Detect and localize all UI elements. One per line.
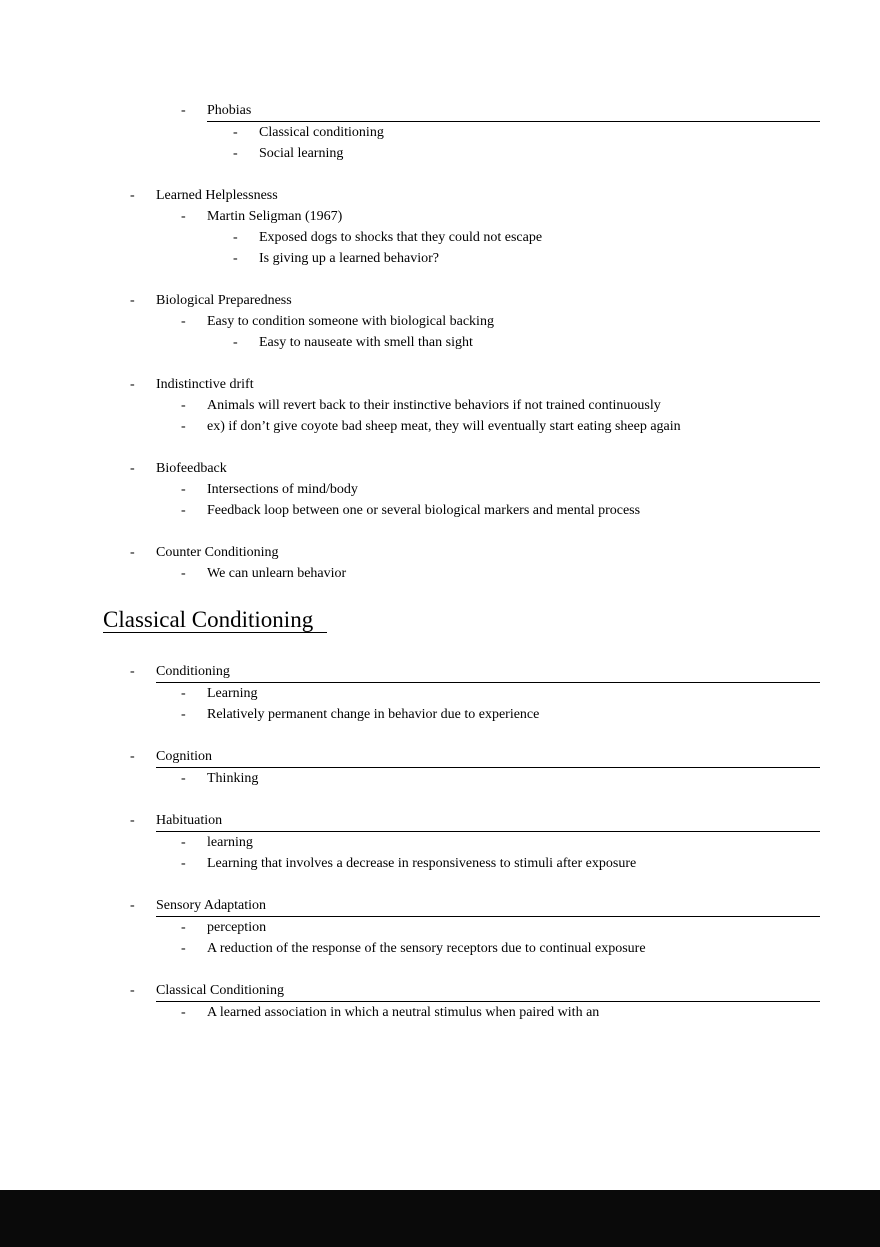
bullet-dash: - [181, 856, 186, 871]
list-item-text: Learning [207, 686, 258, 701]
bullet-dash: - [181, 941, 186, 956]
list-block [103, 542, 820, 584]
bullet-dash: - [181, 1005, 186, 1020]
list-item [103, 500, 820, 521]
list-item [103, 479, 820, 500]
section-heading [103, 605, 820, 635]
list-item [103, 395, 820, 416]
list-item-text: perception [207, 920, 267, 935]
list-item-text: Indistinctive drift [156, 377, 254, 392]
bullet-dash: - [181, 835, 186, 850]
bullet-dash: - [181, 566, 186, 581]
list-block [103, 895, 820, 959]
list-item [103, 290, 820, 311]
list-item [103, 704, 820, 725]
list-item-text: Sensory Adaptation [156, 895, 820, 917]
bullet-dash: - [181, 103, 186, 118]
bullet-dash: - [233, 251, 238, 266]
list-item [103, 248, 820, 269]
list-item-text: Thinking [207, 771, 259, 786]
list-block [103, 374, 820, 437]
list-item [103, 332, 820, 353]
bullet-dash: - [181, 209, 186, 224]
list-block [103, 100, 820, 164]
list-item [103, 206, 820, 227]
list-item [103, 980, 820, 1002]
list-item-text: A reduction of the response of the sensory receptors due to continual exposure [207, 941, 646, 956]
bullet-dash: - [181, 482, 186, 497]
list-item-text: A learned association in which a neutral stimulus when paired with an [207, 1005, 600, 1020]
list-item-text: Social learning [259, 146, 344, 161]
bullet-dash: - [233, 125, 238, 140]
list-item-text: Exposed dogs to shocks that they could not escape [259, 230, 543, 245]
bullet-dash: - [130, 983, 135, 998]
list-item [103, 185, 820, 206]
list-item [103, 810, 820, 832]
list-item-text: Classical conditioning [259, 125, 384, 140]
bullet-dash: - [130, 813, 135, 828]
list-item-text: Is giving up a learned behavior? [259, 251, 439, 266]
list-item [103, 100, 820, 122]
list-item [103, 832, 820, 853]
list-item [103, 542, 820, 563]
bullet-dash: - [130, 898, 135, 913]
list-item [103, 374, 820, 395]
list-item-text: ex) if don’t give coyote bad sheep meat, they will eventually start eating sheep again [207, 419, 681, 434]
list-item-text: We can unlearn behavior [207, 566, 347, 581]
list-item [103, 143, 820, 164]
list-item [103, 227, 820, 248]
list-item [103, 917, 820, 938]
list-item-text: Biological Preparedness [156, 293, 292, 308]
bullet-dash: - [181, 314, 186, 329]
list-item-text: Easy to nauseate with smell than sight [259, 335, 473, 350]
list-block [103, 290, 820, 353]
list-item-text: learning [207, 835, 253, 850]
list-block [103, 458, 820, 521]
list-block [103, 980, 820, 1023]
list-item [103, 895, 820, 917]
bullet-dash: - [181, 920, 186, 935]
list-block [103, 810, 820, 874]
list-item [103, 458, 820, 479]
bottom-bar [0, 1190, 880, 1247]
section-heading-text: Classical Conditioning [103, 607, 327, 633]
bullet-dash: - [181, 686, 186, 701]
list-item-text: Animals will revert back to their instinctive behaviors if not trained continuously [207, 398, 661, 413]
list-item [103, 311, 820, 332]
list-item-text: Conditioning [156, 661, 820, 683]
list-item-text: Learned Helplessness [156, 188, 278, 203]
list-item-text: Cognition [156, 746, 820, 768]
bullet-dash: - [130, 293, 135, 308]
list-item-text: Feedback loop between one or several biological markers and mental process [207, 503, 641, 518]
list-item-text: Classical Conditioning [156, 980, 820, 1002]
bullet-dash: - [233, 335, 238, 350]
list-item [103, 416, 820, 437]
list-block [103, 746, 820, 789]
list-item [103, 122, 820, 143]
list-item-text: Easy to condition someone with biological backing [207, 314, 494, 329]
list-item [103, 563, 820, 584]
list-item-text: Biofeedback [156, 461, 227, 476]
bullet-dash: - [181, 419, 186, 434]
list-item-text: Martin Seligman (1967) [207, 209, 343, 224]
bullet-dash: - [181, 771, 186, 786]
list-item-text: Counter Conditioning [156, 545, 279, 560]
bullet-dash: - [181, 707, 186, 722]
list-item [103, 746, 820, 768]
bullet-dash: - [181, 398, 186, 413]
bullet-dash: - [130, 545, 135, 560]
list-item-text: Learning that involves a decrease in responsiveness to stimuli after exposure [207, 856, 637, 871]
list-item [103, 683, 820, 704]
list-item [103, 938, 820, 959]
list-item [103, 661, 820, 683]
list-item [103, 853, 820, 874]
list-item-text: Intersections of mind/body [207, 482, 358, 497]
list-item-text: Relatively permanent change in behavior due to experience [207, 707, 540, 722]
list-item-text: Phobias [207, 100, 820, 122]
bullet-dash: - [130, 749, 135, 764]
list-item [103, 768, 820, 789]
bullet-dash: - [130, 188, 135, 203]
list-block [103, 185, 820, 269]
bullet-dash: - [130, 377, 135, 392]
bullet-dash: - [233, 230, 238, 245]
bullet-dash: - [130, 664, 135, 679]
bullet-dash: - [233, 146, 238, 161]
bullet-dash: - [181, 503, 186, 518]
list-item-text: Habituation [156, 810, 820, 832]
list-block [103, 661, 820, 725]
list-item [103, 1002, 820, 1023]
bullet-dash: - [130, 461, 135, 476]
